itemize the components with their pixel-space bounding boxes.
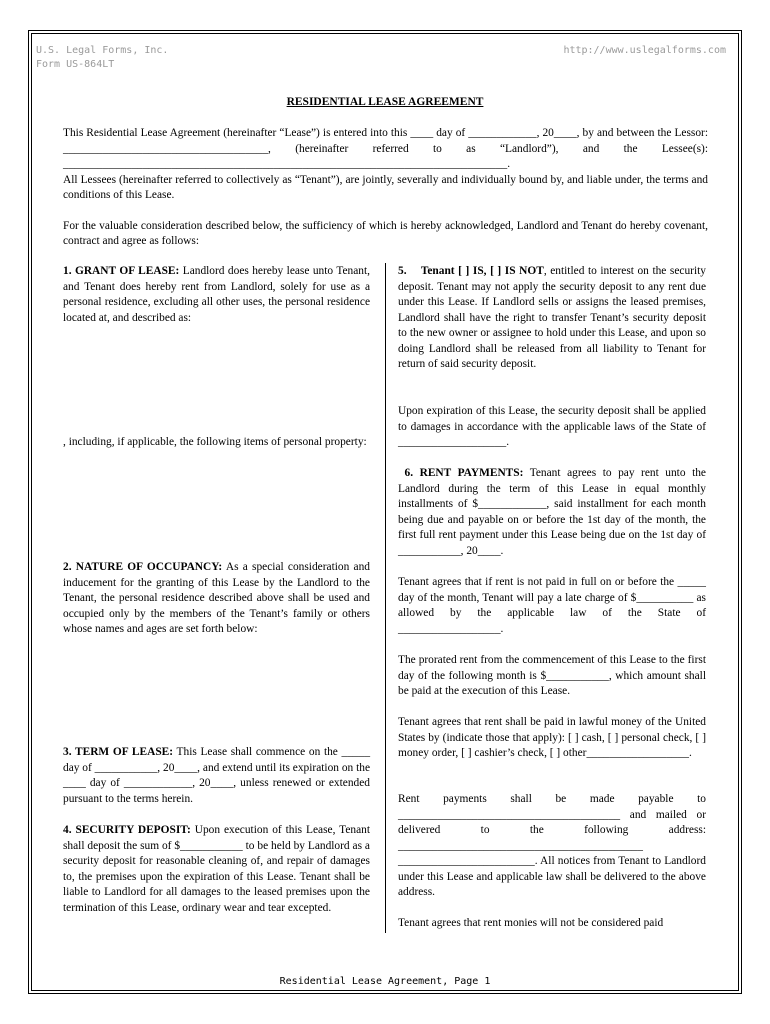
prorated-rent-clause <box>398 653 706 700</box>
section-text: Tenant agrees to pay rent unto the Landlord during the term of this Lease in equal monthly installments of $____________, said installment for each month being due and payable on or before the 1st day of the month, the first full rent payment under this Lease being due on the 1st day of ___________, 20____. <box>398 467 706 557</box>
section-number: 5. <box>398 265 407 277</box>
section-text: Landlord does hereby lease unto Tenant, and Tenant does hereby rent from Landlord, solely for use as a personal residence, excluding all other uses, the personal residence located at, and described as: <box>63 265 370 324</box>
payment-method-clause <box>398 715 706 762</box>
intro-lessees: All Lessees (hereinafter referred to collectively as “Tenant”), are jointly, severally and individually bound by, and liable under, the terms and conditions of this Lease. <box>63 173 708 201</box>
form-header-url: http://www.uslegalforms.com <box>563 45 726 56</box>
form-header-left <box>36 44 168 72</box>
intro-consideration: For the valuable consideration described below, the sufficiency of which is hereby acknowledged, Landlord and Tenant do hereby covenant, contract and agree as follows: <box>63 219 708 247</box>
rent-monies-text: Tenant agrees that rent monies will not be considered paid <box>398 917 664 929</box>
page-footer: Residential Lease Agreement, Page 1 <box>279 976 491 987</box>
expiration-text: Upon expiration of this Lease, the security deposit shall be applied to damages in accordance with the applicable laws of the State of ___________________. <box>398 405 706 448</box>
late-charge-text: Tenant agrees that if rent is not paid in full on or before the _____ day of the month, Tenant will pay a late charge of $__________ as allowed by the applicable law of the State of __________________. <box>398 576 706 635</box>
section-security-deposit <box>63 823 370 916</box>
section-text: As a special consideration and inducement for the granting of this Lease by the Landlord to the Tenant, the personal residence described above shall be used and occupied only by the members of the Tenant’s family or others whose names and ages are set forth below: <box>63 561 370 635</box>
personal-property-clause <box>63 435 370 451</box>
section-term-of-lease <box>63 745 370 807</box>
section-heading: 2. NATURE OF OCCUPANCY: <box>63 561 223 573</box>
section-heading: 6. RENT PAYMENTS: <box>404 467 524 479</box>
deposit-expiration-clause <box>398 404 706 451</box>
section-rent-payments <box>398 466 706 559</box>
interest-checkboxes: Tenant [ ] IS, [ ] IS NOT <box>420 265 544 277</box>
prorated-text: The prorated rent from the commencement of this Lease to the first day of the following month is $___________, which amount shall be paid at the execution of this Lease. <box>398 654 706 697</box>
section-nature-of-occupancy <box>63 560 370 638</box>
section-text: , entitled to interest on the security deposit. Tenant may not apply the security deposit to any rent due under this Lease. If Landlord sells or assigns the leased premises, Landlord shall have the right to transfer Tenant’s security deposit to the new owner or assignee to hold under this Lease, and upon so doing Landlord shall be released from all liability to Tenant for return of said security deposit. <box>398 265 706 370</box>
property-text: , including, if applicable, the following items of personal property: <box>63 436 367 448</box>
section-heading: 1. GRANT OF LEASE: <box>63 265 180 277</box>
section-grant-of-lease <box>63 264 370 326</box>
intro-section <box>63 126 708 250</box>
section-text: This Lease shall commence on the _____ day of ___________, 20____, and extend until its expiration on the ____ day of ____________, 20____, unless renewed or extended pursuant to the terms herein. <box>63 746 371 805</box>
intro-parties: This Residential Lease Agreement (hereinafter “Lease”) is entered into this ____ day of ____________, 20____, by and between the Lessor: ____________________________________, (hereinafter referred to as “Landlord”), and the Lessee(s): ______________________________________________________________________________. <box>63 127 708 170</box>
rent-monies-clause <box>398 916 706 932</box>
form-id: Form US-864LT <box>36 59 115 70</box>
section-heading: 3. TERM OF LEASE: <box>63 746 174 758</box>
payable-to-clause <box>398 792 706 901</box>
document-title: RESIDENTIAL LEASE AGREEMENT <box>286 96 484 108</box>
payable-text: Rent payments shall be made payable to _______________________________________ and mailed or delivered to the following address: ___________________________________________ ________________________. All notices from Tenant to Landlord under this Lease and applicable law shall be delivered to the above address. <box>398 793 706 898</box>
section-heading: 4. SECURITY DEPOSIT: <box>63 824 191 836</box>
company-name: U.S. Legal Forms, Inc. <box>36 45 169 56</box>
late-charge-clause <box>398 575 706 637</box>
payment-method-text: Tenant agrees that rent shall be paid in lawful money of the United States by (indicate those that apply): [ ] cash, [ ] personal check, [ ] money order, [ ] cashier’s check, [ ] other__________________. <box>398 716 706 759</box>
column-divider <box>385 263 386 933</box>
section-deposit-interest <box>398 264 706 373</box>
section-text: Upon execution of this Lease, Tenant shall deposit the sum of $___________ to be held by Landlord as a security deposit for reasonable cleaning of, and repair of damages to, the premises upon the expiration of this Lease. Tenant shall be liable to Landlord for all damages to the leased premises upon the termination of this Lease, ordinary wear and tear excepted. <box>63 824 370 914</box>
